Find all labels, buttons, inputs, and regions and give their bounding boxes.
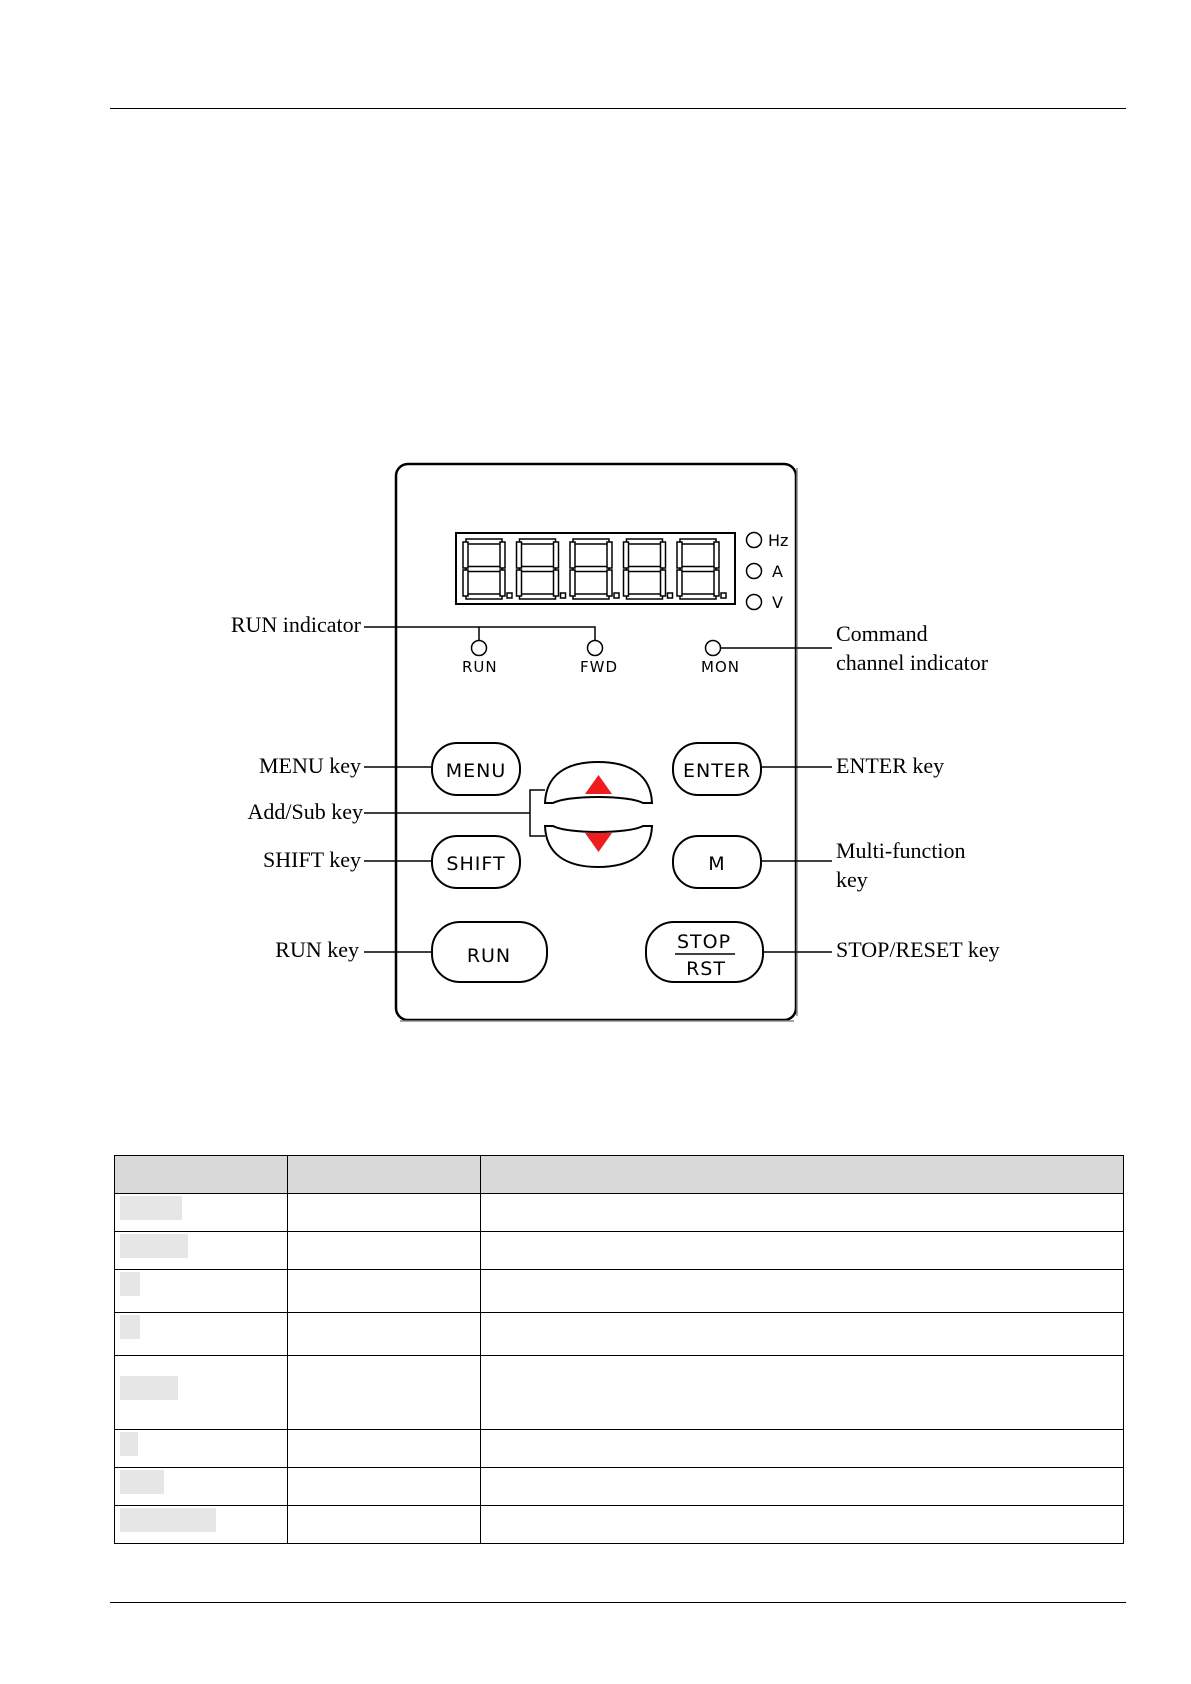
table-cell [481, 1270, 1124, 1313]
table-row [115, 1356, 1124, 1430]
callout-add-sub-key: Add/Sub key [247, 799, 363, 824]
table-header-cell [115, 1156, 288, 1194]
led-segment [570, 570, 575, 596]
led-decimal-point [668, 593, 673, 598]
led-decimal-point [561, 593, 566, 598]
led-segment [573, 567, 609, 572]
led-segment [714, 570, 719, 596]
table-cell [288, 1468, 481, 1506]
table-row [115, 1313, 1124, 1356]
led-segment [680, 539, 716, 544]
table-header-cell [481, 1156, 1124, 1194]
table-cell [288, 1506, 481, 1544]
table-row [115, 1194, 1124, 1232]
table-cell [288, 1430, 481, 1468]
callout-multi-function-2: key [836, 867, 868, 892]
callout-stop-reset-key: STOP/RESET key [836, 937, 1000, 962]
table-row [115, 1270, 1124, 1313]
enter-key-label: ENTER [682, 760, 752, 782]
stop-reset-key[interactable] [646, 922, 763, 982]
led-segment [466, 594, 502, 599]
footer-rule [110, 1602, 1126, 1603]
led-segment [607, 542, 612, 568]
shift-key[interactable] [432, 836, 520, 888]
led-segment [554, 542, 559, 568]
led-segment [624, 570, 629, 596]
led-segment [607, 570, 612, 596]
stop-key-label: STOP [676, 931, 732, 953]
table-cell [481, 1313, 1124, 1356]
unit-a: A [772, 562, 783, 581]
m-key[interactable] [673, 836, 761, 888]
mon-indicator-label: MON [701, 658, 740, 676]
table-cell [288, 1356, 481, 1430]
shift-key-label: SHIFT [446, 853, 506, 875]
led-decimal-point [721, 593, 726, 598]
table-cell [481, 1232, 1124, 1270]
led-segment [500, 542, 505, 568]
led-segment [570, 542, 575, 568]
led-segment [627, 567, 663, 572]
callout-shift-key: SHIFT key [263, 847, 361, 872]
table-cell [115, 1468, 288, 1506]
run-key[interactable] [432, 922, 547, 982]
table-cell [115, 1313, 288, 1356]
table-row [115, 1232, 1124, 1270]
menu-key[interactable] [432, 743, 520, 795]
table-cell [288, 1232, 481, 1270]
table-cell [481, 1430, 1124, 1468]
unit-hz: Hz [768, 531, 789, 550]
led-segment [680, 594, 716, 599]
table-header-row [115, 1156, 1124, 1194]
table-row [115, 1506, 1124, 1544]
led-segment [661, 542, 666, 568]
table-cell [288, 1270, 481, 1313]
led-segment [517, 542, 522, 568]
table-cell [288, 1194, 481, 1232]
enter-key[interactable] [673, 743, 761, 795]
led-segment [677, 542, 682, 568]
table-row [115, 1468, 1124, 1506]
led-segment [520, 594, 556, 599]
m-key-label: M [708, 853, 726, 875]
table-cell [288, 1313, 481, 1356]
callout-command-channel-1: Command [836, 621, 928, 646]
led-segment [677, 570, 682, 596]
callout-menu-key: MENU key [258, 753, 361, 778]
rst-key-label: RST [686, 958, 726, 980]
callout-multi-function-1: Multi-function [836, 838, 966, 863]
led-segment [466, 539, 502, 544]
table-cell [481, 1356, 1124, 1430]
led-decimal-point [507, 593, 512, 598]
led-segment [627, 594, 663, 599]
led-segment [661, 570, 666, 596]
led-segment [466, 567, 502, 572]
table-cell [115, 1270, 288, 1313]
menu-key-label: MENU [445, 760, 507, 782]
table-cell [115, 1506, 288, 1544]
led-segment [463, 542, 468, 568]
callout-command-channel-2: channel indicator [836, 650, 989, 675]
table-cell [481, 1506, 1124, 1544]
table-cell [115, 1232, 288, 1270]
led-segment [520, 539, 556, 544]
callout-run-indicator: RUN indicator [230, 612, 361, 637]
led-segment [573, 539, 609, 544]
table-cell [115, 1194, 288, 1232]
led-segment [680, 567, 716, 572]
led-display [456, 533, 735, 604]
callout-run-key: RUN key [275, 937, 359, 962]
led-segment [520, 567, 556, 572]
unit-v: V [772, 593, 783, 612]
table-cell [115, 1356, 288, 1430]
led-segment [554, 570, 559, 596]
table-row [115, 1430, 1124, 1468]
table-header-cell [288, 1156, 481, 1194]
led-decimal-point [614, 593, 619, 598]
led-segment [500, 570, 505, 596]
led-segment [573, 594, 609, 599]
fwd-indicator-label: FWD [580, 658, 619, 676]
led-segment [627, 539, 663, 544]
table-cell [115, 1430, 288, 1468]
led-segment [714, 542, 719, 568]
callout-enter-key: ENTER key [836, 753, 945, 778]
table-cell [481, 1194, 1124, 1232]
led-segment [463, 570, 468, 596]
table-cell [481, 1468, 1124, 1506]
run-key-label: RUN [466, 945, 512, 967]
run-indicator-label: RUN [462, 658, 498, 676]
led-segment [624, 542, 629, 568]
led-segment [517, 570, 522, 596]
key-function-table [114, 1155, 1124, 1544]
